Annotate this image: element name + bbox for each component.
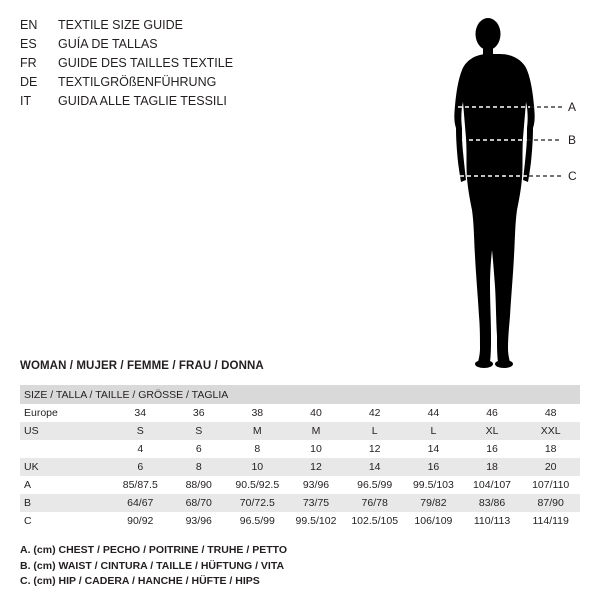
cell-c-1: 93/96 (170, 512, 228, 530)
cell-b-2: 70/72.5 (228, 494, 287, 512)
size-table-header-label: SIZE / TALLA / TAILLE / GRÖSSE / TAGLIA (20, 385, 580, 404)
language-code-de: DE (20, 75, 38, 89)
cell-us-7: XXL (521, 422, 580, 440)
cell-usnum-2: 8 (228, 440, 287, 458)
cell-us-2: M (228, 422, 287, 440)
cell-europe-4: 42 (345, 404, 404, 422)
language-row-en (20, 16, 320, 35)
language-header (20, 16, 320, 111)
language-code-en: EN (20, 18, 38, 32)
row-label-b: B (20, 494, 111, 512)
cell-c-4: 102.5/105 (345, 512, 404, 530)
female-silhouette (400, 10, 590, 370)
cell-uk-5: 16 (404, 458, 463, 476)
row-label-europe: Europe (20, 404, 111, 422)
cell-uk-1: 8 (170, 458, 228, 476)
legend-line-b: B. (cm) WAIST / CINTURA / TAILLE / HÜFTUNG / VITA (20, 559, 285, 572)
language-code-fr: FR (20, 56, 37, 70)
cell-uk-6: 18 (463, 458, 522, 476)
cell-uk-7: 20 (521, 458, 580, 476)
language-text-en: TEXTILE SIZE GUIDE (58, 18, 184, 32)
section-title-woman: WOMAN / MUJER / FEMME / FRAU / DONNA (20, 360, 264, 372)
table-header-row (20, 385, 580, 404)
cell-b-5: 79/82 (404, 494, 463, 512)
row-label-c: C (20, 512, 111, 530)
cell-europe-6: 46 (463, 404, 522, 422)
cell-usnum-3: 10 (287, 440, 346, 458)
marker-label-a: A (568, 100, 577, 114)
cell-a-5: 99.5/103 (404, 476, 463, 494)
body-measurement-figure (400, 10, 590, 370)
cell-a-7: 107/110 (521, 476, 580, 494)
size-table-body (20, 404, 580, 530)
language-text-fr: GUIDE DES TAILLES TEXTILE (58, 56, 234, 70)
cell-c-6: 110/113 (463, 512, 522, 530)
cell-usnum-6: 16 (463, 440, 522, 458)
cell-us-4: L (345, 422, 404, 440)
cell-europe-1: 36 (170, 404, 228, 422)
language-text-de: TEXTILGRÖßENFÜHRUNG (58, 75, 217, 89)
marker-label-b: B (568, 133, 577, 147)
cell-c-5: 106/109 (404, 512, 463, 530)
language-row-es (20, 35, 320, 54)
row-label-us-numeric (20, 440, 111, 458)
size-table-head (20, 385, 580, 404)
cell-europe-2: 38 (228, 404, 287, 422)
table-row (20, 404, 580, 422)
cell-a-0: 85/87.5 (111, 476, 170, 494)
language-code-it: IT (20, 94, 32, 108)
language-row-it (20, 92, 320, 111)
cell-c-0: 90/92 (111, 512, 170, 530)
cell-us-3: M (287, 422, 346, 440)
cell-usnum-4: 12 (345, 440, 404, 458)
cell-b-3: 73/75 (287, 494, 346, 512)
cell-uk-3: 12 (287, 458, 346, 476)
row-label-uk: UK (20, 458, 111, 476)
cell-a-2: 90.5/92.5 (228, 476, 287, 494)
row-label-a: A (20, 476, 111, 494)
cell-c-7: 114/119 (521, 512, 580, 530)
cell-europe-7: 48 (521, 404, 580, 422)
table-row (20, 440, 580, 458)
language-text-es: GUÍA DE TALLAS (58, 37, 158, 51)
cell-europe-5: 44 (404, 404, 463, 422)
cell-b-7: 87/90 (521, 494, 580, 512)
cell-usnum-5: 14 (404, 440, 463, 458)
cell-a-4: 96.5/99 (345, 476, 404, 494)
row-label-us: US (20, 422, 111, 440)
table-row (20, 476, 580, 494)
cell-c-3: 99.5/102 (287, 512, 346, 530)
measurement-legend (20, 543, 580, 590)
cell-europe-3: 40 (287, 404, 346, 422)
cell-b-0: 64/67 (111, 494, 170, 512)
table-row (20, 512, 580, 530)
cell-usnum-1: 6 (170, 440, 228, 458)
cell-b-1: 68/70 (170, 494, 228, 512)
cell-europe-0: 34 (111, 404, 170, 422)
cell-c-2: 96.5/99 (228, 512, 287, 530)
cell-uk-4: 14 (345, 458, 404, 476)
marker-label-c: C (568, 169, 577, 183)
size-table (20, 385, 580, 530)
cell-us-6: XL (463, 422, 522, 440)
table-row (20, 494, 580, 512)
table-row (20, 422, 580, 440)
cell-a-1: 88/90 (170, 476, 228, 494)
language-row-fr (20, 54, 320, 73)
language-row-de (20, 73, 320, 92)
cell-a-3: 93/96 (287, 476, 346, 494)
legend-line-a: A. (cm) CHEST / PECHO / POITRINE / TRUHE / PETTO (20, 544, 288, 556)
cell-b-4: 76/78 (345, 494, 404, 512)
cell-a-6: 104/107 (463, 476, 522, 494)
cell-us-0: S (111, 422, 170, 440)
cell-b-6: 83/86 (463, 494, 522, 512)
cell-usnum-7: 18 (521, 440, 580, 458)
cell-uk-0: 6 (111, 458, 170, 476)
cell-us-5: L (404, 422, 463, 440)
legend-line-c: C. (cm) HIP / CADERA / HANCHE / HÜFTE / HIPS (20, 575, 260, 587)
cell-usnum-0: 4 (111, 440, 170, 458)
language-text-it: GUIDA ALLE TAGLIE TESSILI (58, 94, 227, 108)
cell-uk-2: 10 (228, 458, 287, 476)
language-code-es: ES (20, 37, 37, 51)
table-row (20, 458, 580, 476)
cell-us-1: S (170, 422, 228, 440)
